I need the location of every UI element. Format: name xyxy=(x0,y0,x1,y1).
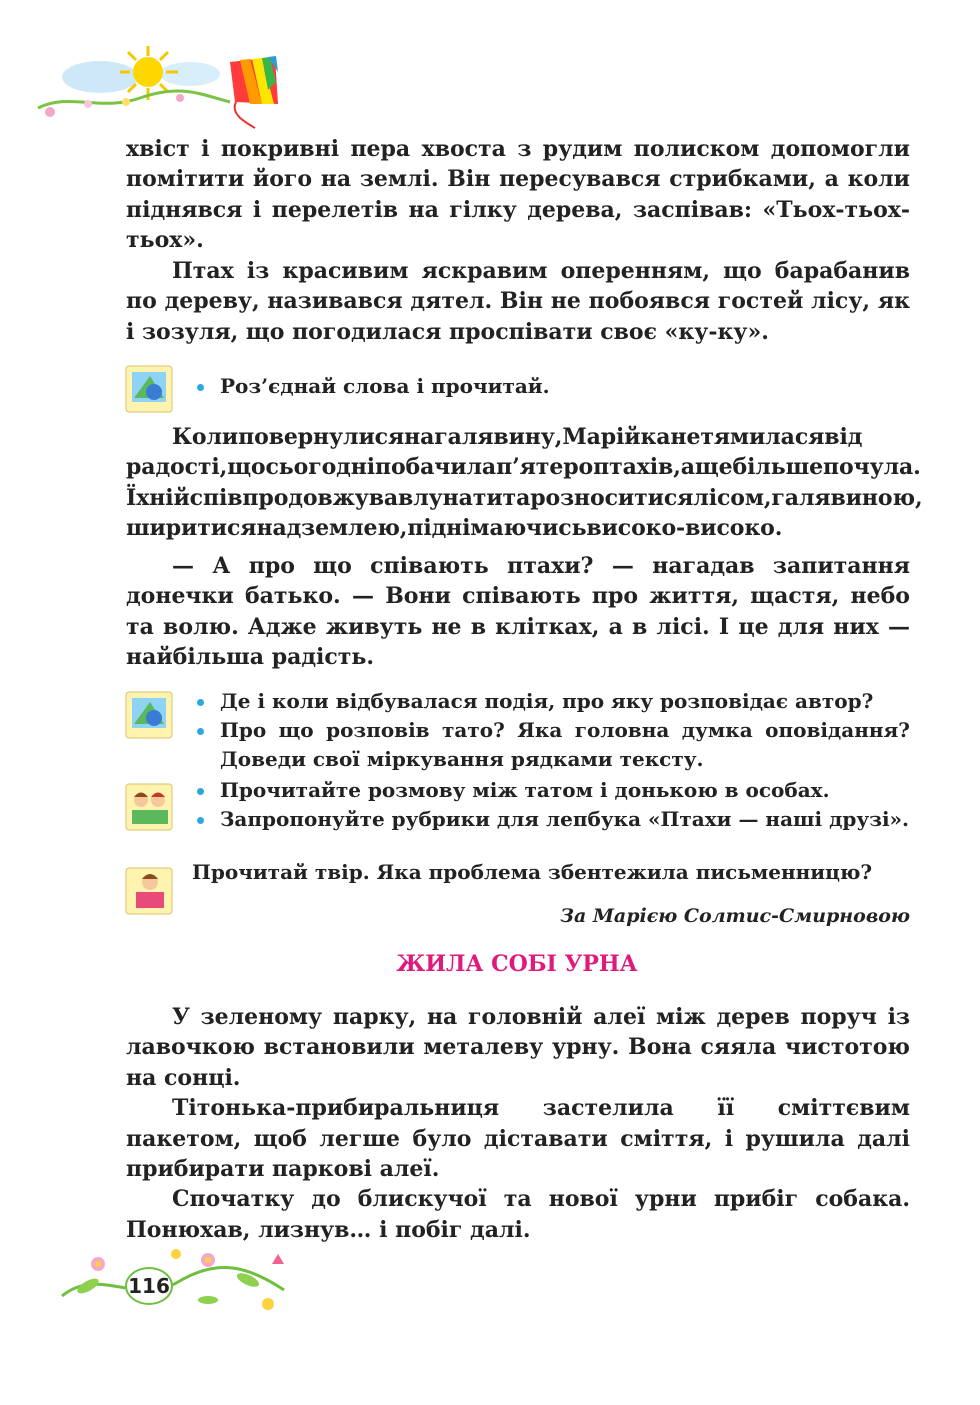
story-title: ЖИЛА СОБІ УРНА xyxy=(396,951,638,977)
question-item: Запропонуйте рубрики для лепбука «Птахи — наші друзі». xyxy=(192,805,910,834)
dialog-paragraph xyxy=(126,551,910,673)
paragraph-woodpecker: Птах із красивим яскравим оперенням, що барабанив по дереву, називався дятел. Він не побоявся гостей лісу, як і зозуля, що погодилася проспівати своє «ку-ку». xyxy=(126,258,910,345)
book-pencil-icon xyxy=(124,362,176,414)
story-paragraph: Тітонька-прибиральниця застелила її сміттєвим пакетом, щоб легше було діставати сміття, і рушила далі прибирати паркові алеї. xyxy=(126,1095,910,1183)
story-paragraph xyxy=(126,134,910,256)
merged-line: радості,щосьогодніпобачилап’ятероптахів,ащебільшепочула. xyxy=(126,454,921,481)
story-body xyxy=(126,1002,910,1245)
questions-block xyxy=(192,687,910,774)
question-item: Де і коли відбувалася подія, про яку розповідає автор? xyxy=(192,687,910,716)
page-number: 116 xyxy=(125,1267,173,1305)
merged-line: Їхнійспівпродовжувавлунатитарозноситисялісом,галявиною, xyxy=(126,484,923,511)
story-paragraph: Спочатку до блискучої та нової урни прибіг собака. Понюхав, лизнув… і побіг далі. xyxy=(126,1186,910,1243)
paragraph-tail: хвіст і покривні пера хвоста з рудим полиском допомогли помітити його на землі. Він пересувався стрибками, а коли піднявся і перелетів на гілку дерева, заспівав: «Тьох-тьох-тьох». xyxy=(126,136,910,254)
child-reading-icon xyxy=(124,864,176,916)
flower-vine-decoration xyxy=(58,1246,288,1318)
task-read: Прочитай твір. Яка проблема збентежила письменницю? xyxy=(192,860,873,884)
story-paragraph xyxy=(126,256,910,347)
merged-line: ширитисянадземлею,піднімаючисьвисоко-високо. xyxy=(126,515,783,542)
question-item: Про що розповів тато? Яка головна думка оповідання? Доведи свої міркування рядками тексту. xyxy=(192,716,910,774)
author-credit: За Марією Солтис-Смирновою xyxy=(560,905,910,927)
book-pencil-icon xyxy=(124,688,176,740)
question-item: Прочитайте розмову між татом і донькою в особах. xyxy=(192,776,910,805)
merged-words-paragraph xyxy=(126,422,923,544)
children-reading-icon xyxy=(124,780,176,832)
questions-block xyxy=(192,776,910,834)
merged-line: Колиповернулисянагалявину,Марійканетямиласявід xyxy=(172,424,863,450)
sun-kite-decoration xyxy=(30,42,290,132)
story-paragraph: У зеленому парку, на головній алеї між дерев поруч із лавочкою встановили металеву урну. Вона сяяла чистотою на сонці. xyxy=(126,1004,910,1091)
task-separate-words xyxy=(192,372,910,401)
task-item: Роз’єднай слова і прочитай. xyxy=(192,372,910,401)
dialog-text: — А про що співають птахи? — нагадав запитання донечки батько. — Вони співають про життя, щастя, небо та волю. Адже живуть не в клітках, а в лісі. І це для них — найбільша радість. xyxy=(126,553,910,671)
